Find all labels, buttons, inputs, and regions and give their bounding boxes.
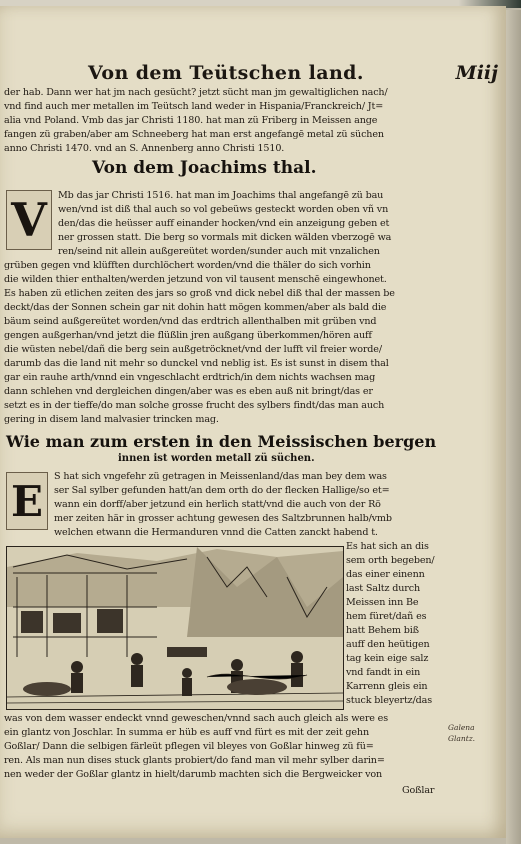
drop-cap-e: E bbox=[6, 472, 48, 530]
text-line: wen/vnd ist diß thal auch so vol gebeüws gesteckt worden oben vñ vn bbox=[58, 204, 389, 215]
text-line: vnd find auch mer metallen im Teütsch land weder in Hispania/Franckreich/ Jt= bbox=[4, 101, 384, 112]
text-line: deckt/das der Sonnen schein gar nit dohin hatt mögen kommen/aber als bald die bbox=[4, 302, 387, 313]
text-line: was von dem wasser endeckt vnnd geweschen/vnnd sach auch gleich als were es bbox=[4, 713, 388, 724]
text-line: alia vnd Poland. Vmb das jar Christi 1180. hat man zü Friberg in Meissen ange bbox=[4, 115, 378, 126]
text-line: ren/seind nit allein außgereütet worden/sunder auch mit vnzalichen bbox=[58, 246, 380, 257]
text-line: Es hat sich an dis bbox=[346, 541, 429, 552]
text-line: tag kein eige salz bbox=[346, 653, 429, 664]
text-line: die wüsten nebel/dañ die berg sein außgetröcknet/vnd der lufft vil freier worde/ bbox=[4, 344, 382, 355]
section-subheading-meissen: innen ist worden metall zü süchen. bbox=[118, 453, 315, 464]
text-line: gering in disem land malvasier trincken mag. bbox=[4, 414, 219, 425]
text-line: Meissen inn Be bbox=[346, 597, 419, 608]
text-line: der hab. Dann wer hat jm nach gesücht? jetzt sücht man jm gewaltiglichen nach/ bbox=[4, 87, 388, 98]
text-line: ein glantz von Joschlar. In summa er hüb es auff vnd fürt es mit der zeit gehn bbox=[4, 727, 369, 738]
text-line: dann schlehen vnd dergleichen dingen/aber was es eben auß nit bringt/das er bbox=[4, 386, 373, 397]
text-line: auff den heütigen bbox=[346, 639, 430, 650]
text-line: grüben gegen vnd klüfften durchlöchert worden/vnd die thäler do sich vorhin bbox=[4, 260, 371, 271]
text-line: hem füret/dañ es bbox=[346, 611, 427, 622]
text-line: anno Christi 1470. vnd an S. Annenberg anno Christi 1510. bbox=[4, 143, 285, 154]
signature-mark: Miij bbox=[455, 62, 498, 84]
woodcut-salt-works-illustration bbox=[6, 546, 344, 710]
text-line: gar ein rauhe arth/vnnd ein vngeschlacht erdtrich/in dem nichts wachsen mag bbox=[4, 372, 376, 383]
text-line: mer zeiten här in grosser achtung gewesen des Saltzbrunnen halb/vmb bbox=[54, 513, 392, 524]
text-line: darumb das die land nit mehr so dunckel vnd neblig ist. Es ist sunst in disem thal bbox=[4, 358, 389, 369]
text-line: gengen außgerhan/vnd jetzt die flüßlin jren außgang überkommen/hören auff bbox=[4, 330, 372, 341]
text-line: das einer einenn bbox=[346, 569, 425, 580]
margin-note-line: Glantz. bbox=[448, 734, 476, 743]
running-head: Von dem Teütschen land. bbox=[88, 62, 364, 84]
section-heading-meissen: Wie man zum ersten in den Meissischen bergen bbox=[6, 432, 437, 451]
text-line: ner grossen statt. Die berg so vormals mit dicken wälden vberzogē wa bbox=[58, 232, 392, 243]
text-line: sem orth begeben/ bbox=[346, 555, 435, 566]
woodcut-drawing bbox=[7, 547, 343, 709]
book-edge bbox=[506, 10, 521, 844]
text-line: wann ein dorff/aber jetzund ein herlich statt/vnd die auch von der Rö bbox=[54, 499, 381, 510]
text-line: Goßlar/ Dann die selbigen färleüt pflegen vil bleyes von Goßlar hinweg zü fü= bbox=[4, 741, 374, 752]
text-line: den/das die heüsser auff einander hocken/vnd ein anzeigung geben et bbox=[58, 218, 390, 229]
section-heading-joachimsthal: Von dem Joachims thal. bbox=[92, 158, 317, 178]
text-line: hatt Behem biß bbox=[346, 625, 419, 636]
text-line: Karrenn gleis ein bbox=[346, 681, 428, 692]
text-line: bäum seind außgereütet worden/vnd das erdtrich allenthalben mit grüben vnd bbox=[4, 316, 377, 327]
text-line: ser Sal sylber gefunden hatt/an dem orth do der flecken Hallige/so et= bbox=[54, 485, 390, 496]
text-line: fangen zü graben/aber am Schneeberg hat man erst angefangē metal zü süchen bbox=[4, 129, 384, 140]
text-line: ren. Als man nun dises stuck glants probiert/do fand man vil mehr sylber darin= bbox=[4, 755, 385, 766]
page-header bbox=[0, 62, 506, 88]
text-line: Es haben zü etlichen zeiten des jars so groß vnd dick nebel diß thal der massen be bbox=[4, 288, 395, 299]
drop-cap-v: V bbox=[6, 190, 52, 250]
text-line: S hat sich vngefehr zü getragen in Meissenland/das man bey dem was bbox=[54, 471, 387, 482]
text-line: vnd fandt in ein bbox=[346, 667, 421, 678]
text-line: die wilden thier enthalten/werden jetzund von vil tausent menschē eingewhonet. bbox=[4, 274, 387, 285]
text-line: stuck bleyertz/das bbox=[346, 695, 432, 706]
text-line: nen weder der Goßlar glantz in hielt/darumb machten sich die Bergweicker von bbox=[4, 769, 383, 780]
text-line: welchen etwann die Hermanduren vnnd die Catten zanckt habend t. bbox=[54, 527, 378, 538]
margin-note bbox=[448, 722, 475, 744]
text-line: setzt es in der tieffe/do man solche grosse frucht des sylbers findt/das man auch bbox=[4, 400, 385, 411]
text-line: Mb das jar Christi 1516. hat man im Joachims thal angefangē zü bau bbox=[58, 190, 384, 201]
book-page bbox=[0, 6, 506, 838]
text-line: last Saltz durch bbox=[346, 583, 420, 594]
catchword: Goßlar bbox=[402, 785, 435, 796]
margin-note-line: Galena bbox=[448, 723, 475, 732]
